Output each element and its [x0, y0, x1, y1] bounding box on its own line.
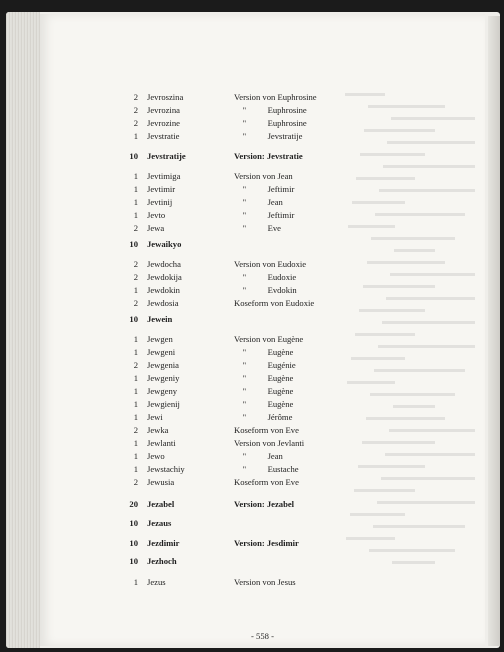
row-description: " Jeftimir — [234, 210, 295, 220]
list-row — [40, 272, 485, 286]
row-description: " Eugène — [234, 386, 294, 396]
list-row — [40, 451, 485, 465]
row-count: 1 — [133, 197, 138, 207]
list-row — [40, 184, 485, 198]
row-count: 1 — [133, 577, 138, 587]
row-count: 10 — [129, 538, 138, 548]
row-description: " Evdokin — [234, 285, 297, 295]
list-row — [40, 556, 485, 570]
row-count: 2 — [133, 92, 138, 102]
row-name: Jewein — [147, 314, 173, 324]
list-row — [40, 477, 485, 491]
list-row — [40, 298, 485, 312]
row-description: " Eugène — [234, 399, 294, 409]
row-name: Jewdokin — [147, 285, 180, 295]
list-row — [40, 171, 485, 185]
row-count: 1 — [133, 399, 138, 409]
row-description: Version von Jean — [234, 171, 293, 181]
row-name: Jewgeni — [147, 347, 176, 357]
row-count: 1 — [133, 285, 138, 295]
list-row — [40, 386, 485, 400]
row-description: " Jean — [234, 197, 283, 207]
row-count: 2 — [133, 360, 138, 370]
row-description: Koseform von Eudoxie — [234, 298, 315, 308]
row-count: 10 — [129, 518, 138, 528]
row-description: " Jean — [234, 451, 283, 461]
row-description: " Eugène — [234, 373, 294, 383]
list-row — [40, 373, 485, 387]
list-row — [40, 538, 485, 552]
row-count: 1 — [133, 373, 138, 383]
list-row — [40, 92, 485, 106]
row-name: Jevto — [147, 210, 166, 220]
list-row — [40, 131, 485, 145]
row-description: Version: Jevstratie — [234, 151, 303, 161]
row-name: Jewi — [147, 412, 163, 422]
row-count: 2 — [133, 425, 138, 435]
row-description: " Jeftimir — [234, 184, 295, 194]
row-count: 1 — [133, 412, 138, 422]
row-count: 1 — [133, 131, 138, 141]
list-row — [40, 334, 485, 348]
list-row — [40, 314, 485, 328]
row-description: " Eugénie — [234, 360, 296, 370]
row-description: " Jevstratije — [234, 131, 303, 141]
list-row — [40, 347, 485, 361]
row-description: " Euphrosine — [234, 105, 307, 115]
row-name: Jevstratie — [147, 131, 180, 141]
row-name: Jewo — [147, 451, 165, 461]
row-description: Version von Eudoxie — [234, 259, 307, 269]
row-name: Jewdosia — [147, 298, 179, 308]
row-count: 1 — [133, 464, 138, 474]
list-row — [40, 197, 485, 211]
row-description: Version: Jezabel — [234, 499, 295, 509]
row-name: Jezhoch — [147, 556, 177, 566]
row-count: 1 — [133, 334, 138, 344]
list-row — [40, 577, 485, 591]
row-count: 20 — [129, 499, 138, 509]
list-row — [40, 210, 485, 224]
row-name: Jezabel — [147, 499, 175, 509]
list-row — [40, 425, 485, 439]
list-row — [40, 360, 485, 374]
row-description: Koseform von Eve — [234, 425, 299, 435]
list-row — [40, 438, 485, 452]
row-count: 1 — [133, 171, 138, 181]
list-row — [40, 223, 485, 237]
row-name: Jezus — [147, 577, 166, 587]
list-row — [40, 499, 485, 513]
row-count: 10 — [129, 314, 138, 324]
row-name: Jewka — [147, 425, 169, 435]
row-name: Jewgeny — [147, 386, 178, 396]
row-name: Jevtimiga — [147, 171, 181, 181]
list-row — [40, 259, 485, 273]
row-count: 2 — [133, 272, 138, 282]
row-name: Jevstratije — [147, 151, 186, 161]
list-row — [40, 118, 485, 132]
row-count: 10 — [129, 151, 138, 161]
list-row — [40, 518, 485, 532]
row-name: Jevrozine — [147, 118, 180, 128]
row-name: Jevroszina — [147, 92, 184, 102]
list-row — [40, 399, 485, 413]
row-name: Jewgenia — [147, 360, 179, 370]
row-count: 2 — [133, 105, 138, 115]
row-count: 2 — [133, 298, 138, 308]
book-page — [40, 14, 485, 646]
row-description: Koseform von Eve — [234, 477, 299, 487]
list-row — [40, 239, 485, 253]
row-name: Jewaikyo — [147, 239, 182, 249]
list-row — [40, 412, 485, 426]
row-description: " Euphrosine — [234, 118, 307, 128]
row-description: " Jérôme — [234, 412, 293, 422]
row-name: Jewlanti — [147, 438, 176, 448]
row-description: Version von Jevlanti — [234, 438, 305, 448]
row-name: Jewdokija — [147, 272, 182, 282]
row-count: 10 — [129, 556, 138, 566]
row-count: 1 — [133, 347, 138, 357]
row-count: 1 — [133, 451, 138, 461]
row-count: 2 — [133, 477, 138, 487]
row-description: " Eudoxie — [234, 272, 297, 282]
row-name: Jewgeniy — [147, 373, 180, 383]
row-count: 1 — [133, 184, 138, 194]
list-row — [40, 464, 485, 478]
row-description: Version von Eugène — [234, 334, 304, 344]
list-row — [40, 285, 485, 299]
row-name: Jewgen — [147, 334, 173, 344]
row-count: 1 — [133, 386, 138, 396]
row-description: Version: Jesdimir — [234, 538, 299, 548]
row-description: Version von Euphrosine — [234, 92, 317, 102]
row-description: " Eustache — [234, 464, 299, 474]
row-name: Jevrozina — [147, 105, 180, 115]
list-row — [40, 105, 485, 119]
page-edges — [6, 12, 40, 648]
row-name: Jezdimir — [147, 538, 180, 548]
row-name: Jezaus — [147, 518, 172, 528]
row-name: Jewdocha — [147, 259, 181, 269]
list-row — [40, 151, 485, 165]
row-name: Jevtimir — [147, 184, 176, 194]
row-count: 2 — [133, 259, 138, 269]
row-description: " Eugène — [234, 347, 294, 357]
row-count: 10 — [129, 239, 138, 249]
row-count: 2 — [133, 118, 138, 128]
row-description: " Eve — [234, 223, 281, 233]
row-description: Version von Jesus — [234, 577, 296, 587]
row-name: Jewa — [147, 223, 165, 233]
row-name: Jewusia — [147, 477, 175, 487]
row-name: Jevtinij — [147, 197, 173, 207]
page-number: - 558 - — [251, 631, 274, 641]
row-count: 2 — [133, 223, 138, 233]
row-name: Jewgienij — [147, 399, 180, 409]
row-name: Jewstachiy — [147, 464, 185, 474]
row-count: 1 — [133, 210, 138, 220]
row-count: 1 — [133, 438, 138, 448]
right-page-edge — [488, 16, 500, 646]
